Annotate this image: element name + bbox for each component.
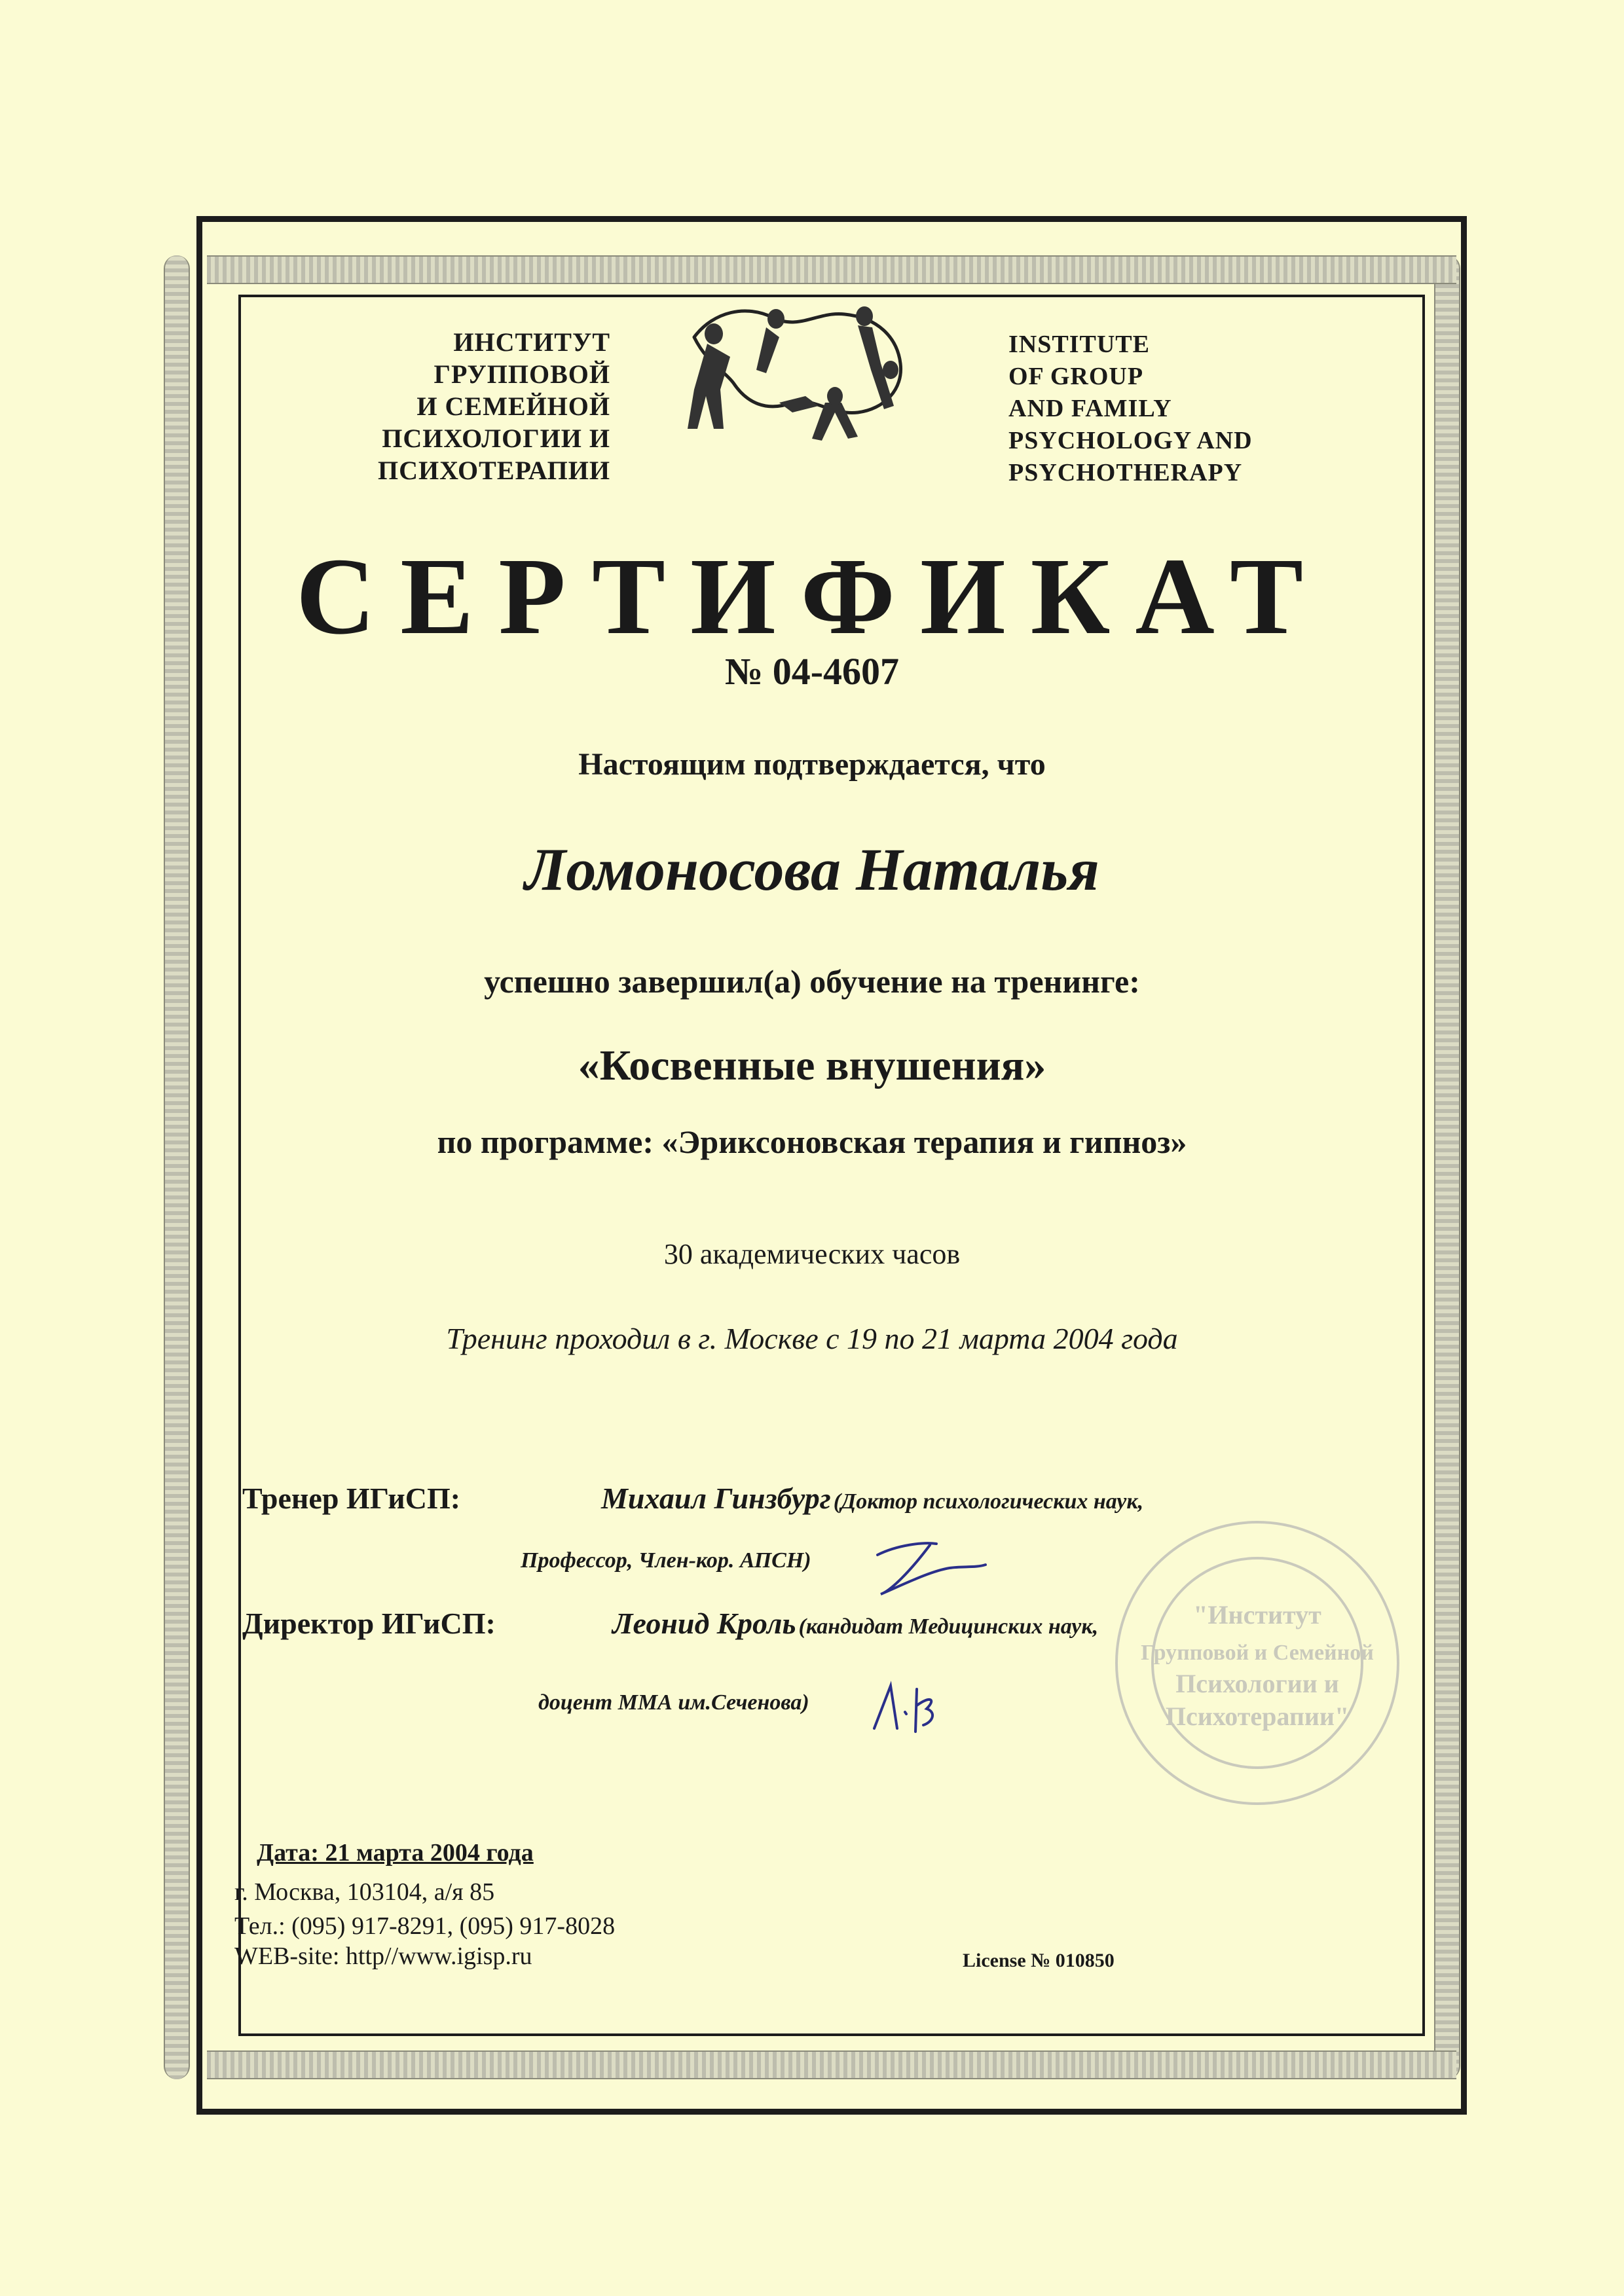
website: WEB-site: http//www.igisp.ru xyxy=(234,1942,532,1970)
official-stamp xyxy=(1107,1512,1408,1813)
trainer-credentials-1: (Доктор психологических наук, xyxy=(833,1489,1144,1514)
director-credentials-2: доцент ММА им.Сеченова) xyxy=(538,1690,809,1715)
training-name: «Косвенные внушения» xyxy=(578,1042,1046,1089)
trainer-signature xyxy=(864,1532,989,1604)
trainer-credentials-2: Профессор, Член-кор. АПСН) xyxy=(521,1548,811,1573)
dancers-logo-icon xyxy=(668,298,930,448)
hours-text: 30 академических часов xyxy=(663,1238,961,1270)
svg-text:Групповой и Семейной: Групповой и Семейной xyxy=(1141,1641,1374,1665)
trainer-role: Тренер ИГиСП: xyxy=(242,1482,461,1515)
director-credentials-1: (кандидат Медицинских наук, xyxy=(798,1614,1099,1639)
director-line-1 xyxy=(612,1606,1098,1641)
program-text: по программе: «Эриксоновская терапия и гипноз» xyxy=(437,1123,1187,1160)
frame-border-top xyxy=(207,255,1456,284)
institute-name-ru: ИНСТИТУТ ГРУППОВОЙ И СЕМЕЙНОЙ ПСИХОЛОГИИ И ПСИХОТЕРАПИИ xyxy=(378,327,610,485)
license-number: License № 010850 xyxy=(963,1950,1115,1971)
recipient-name: Ломоносова Наталья xyxy=(525,836,1099,903)
director-signature xyxy=(864,1676,943,1735)
institute-name-en: INSTITUTE OF GROUP AND FAMILY PSYCHOLOGY AND PSYCHOTHERAPY xyxy=(1008,331,1253,486)
address: г. Москва, 103104, а/я 85 xyxy=(234,1878,495,1906)
confirm-text: Настоящим подтверждается, что xyxy=(578,747,1046,782)
completed-text: успешно завершил(а) обучение на тренинге: xyxy=(484,963,1140,1000)
certificate-number: № 04-4607 xyxy=(724,650,900,693)
trainer-name: Михаил Гинзбург xyxy=(601,1482,831,1515)
certificate-title: СЕРТИФИКАТ xyxy=(295,536,1329,657)
director-name: Леонид Кроль xyxy=(612,1607,796,1640)
svg-text:"Институт: "Институт xyxy=(1193,1600,1321,1630)
frame-border-bottom xyxy=(207,2050,1456,2079)
issue-date: Дата: 21 марта 2004 года xyxy=(257,1839,534,1867)
svg-text:Психологии и: Психологии и xyxy=(1175,1669,1339,1698)
director-role: Директор ИГиСП: xyxy=(242,1607,496,1640)
frame-border-left xyxy=(164,255,190,2079)
svg-text:Психотерапии": Психотерапии" xyxy=(1165,1702,1350,1731)
place-dates-text: Тренинг проходил в г. Москве с 19 по 21 марта 2004 года xyxy=(446,1322,1178,1355)
trainer-line-1 xyxy=(601,1481,1143,1516)
phone: Тел.: (095) 917-8291, (095) 917-8028 xyxy=(234,1912,616,1940)
